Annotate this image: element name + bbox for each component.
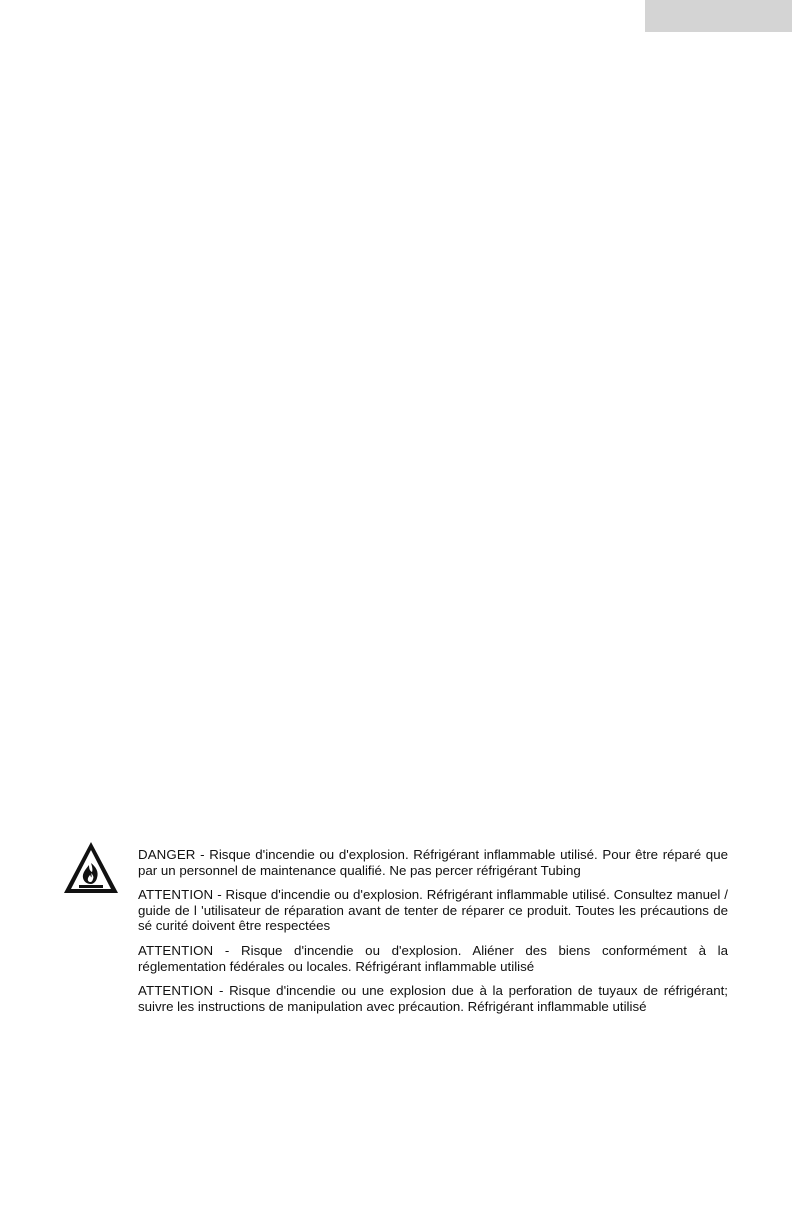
warning-text: - Risque d'incendie ou d'explosion. Réfrigérant inflammable utilisé. Consultez manuel / guide de l 'utilisateur de réparation avant de tenter de réparer ce produit. Toutes les précautions de sé curité doivent être respectées [138,887,728,934]
warning-text: - Risque d'incendie ou une explosion due à la perforation de tuyaux de réfrigérant; suivre les instructions de manipulation avec précaution. Réfrigérant inflammable utilisé [138,983,728,1014]
warning-paragraph [138,943,728,974]
flammable-warning-icon [62,840,120,896]
warning-text: - Risque d'incendie ou d'explosion. Réfrigérant inflammable utilisé. Pour être réparé que par un personnel de maintenance qualifié. Ne pas percer réfrigérant Tubing [138,847,728,878]
warning-label: ATTENTION [138,887,214,903]
corner-tab [645,0,792,32]
warning-label: ATTENTION [138,942,214,958]
warning-paragraph [138,847,728,878]
warning-list [138,847,728,1023]
warning-label: DANGER [138,847,196,862]
warning-paragraph [138,983,728,1014]
warning-label: ATTENTION [138,983,214,999]
warning-text: - Risque d'incendie ou d'explosion. Aliéner des biens conformément à la réglementation fédérales ou locales. Réfrigérant inflammable utilisé [138,942,728,974]
warning-paragraph [138,887,728,934]
